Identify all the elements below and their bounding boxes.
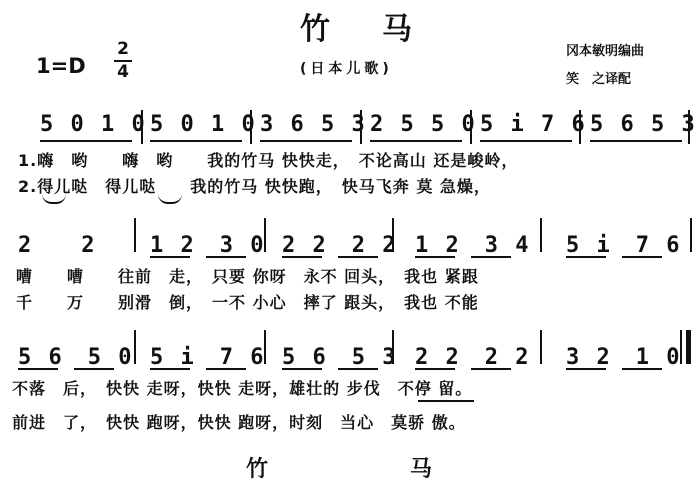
barline — [134, 218, 136, 252]
note-underline — [370, 140, 462, 142]
lyrics-verse-2: 千 万 别滑 倒， 一不 小心 摔了 跟头， 我也 不能 — [16, 293, 479, 312]
note-underline — [622, 368, 662, 370]
note-underline — [40, 140, 132, 142]
lyrics-verse-1: 嘈 嘈 往前 走， 只要 你呀 永不 回头， 我也 紧跟 — [16, 267, 479, 286]
note-underline — [415, 368, 455, 370]
note-underline — [282, 256, 322, 258]
note-underline — [590, 140, 682, 142]
measure-notes: 2 2 — [18, 233, 97, 258]
lyrics-verse-2: 前进 了， 快快 跑呀，快快 跑呀，时刻 当心 莫骄 傲。 — [12, 413, 466, 432]
time-signature-bottom: 4 — [117, 62, 129, 82]
barline — [690, 218, 692, 252]
song-subtitle: (日本儿歌) — [300, 61, 393, 77]
note-underline — [206, 256, 246, 258]
slur — [42, 194, 66, 204]
next-page-title-cutoff: 竹 马 — [246, 457, 493, 482]
note-underline — [471, 368, 511, 370]
lyric-underline — [418, 400, 474, 402]
note-underline — [471, 256, 511, 258]
measure-notes: 5 0 1 0 — [40, 112, 147, 137]
lyrics-verse-1: 不落 后， 快快 走呀，快快 走呀，雄壮的 步伐 不停 留。 — [12, 379, 473, 398]
note-underline — [150, 256, 190, 258]
time-signature-top: 2 — [117, 39, 129, 59]
barline — [134, 330, 136, 364]
measure-notes: 5 i 7 6 — [480, 112, 587, 137]
note-underline — [150, 140, 242, 142]
final-barline-thick — [686, 330, 691, 364]
time-signature — [114, 40, 132, 82]
barline — [540, 218, 542, 252]
note-underline — [74, 368, 114, 370]
translator-credit: 笑 之译配 — [566, 72, 632, 87]
measure-notes: 2 2 2 2 — [282, 233, 398, 258]
note-underline — [566, 256, 606, 258]
measure-notes: 5 6 5 3 — [282, 345, 398, 370]
note-underline — [338, 368, 378, 370]
note-underline — [415, 256, 455, 258]
lyrics-verse-2: 2.得儿哒 得儿哒 我的竹马 快快跑， 快马飞奔 莫 急燥， — [18, 177, 491, 196]
note-underline — [260, 140, 352, 142]
measure-notes: 5 6 5 0 — [18, 345, 134, 370]
note-underline — [338, 256, 378, 258]
song-title: 竹马 — [300, 12, 464, 47]
measure-notes: 5 6 5 3 — [590, 112, 697, 137]
barline — [540, 330, 542, 364]
note-underline — [18, 368, 58, 370]
note-underline — [566, 368, 606, 370]
measure-notes: 3 6 5 3 — [260, 112, 367, 137]
note-underline — [150, 368, 190, 370]
measure-notes: 2 5 5 0 — [370, 112, 477, 137]
composer-credit: 冈本敏明编曲 — [566, 44, 645, 59]
lyrics-verse-1: 1.嗨 哟 嗨 哟 我的竹马 快快走， 不论高山 还是峻岭， — [18, 151, 519, 170]
key-signature: 1=D — [36, 54, 86, 78]
measure-notes: 1 2 3 0 — [150, 233, 266, 258]
note-underline — [622, 256, 662, 258]
measure-notes: 5 0 1 0 — [150, 112, 257, 137]
measure-notes: 1 2 3 4 — [415, 233, 531, 258]
measure-notes: 3 2 1 0 — [566, 345, 682, 370]
note-underline — [480, 140, 572, 142]
note-underline — [206, 368, 246, 370]
note-underline — [282, 368, 322, 370]
measure-notes: 5 i 7 6 — [150, 345, 266, 370]
measure-notes: 2 2 2 2 — [415, 345, 531, 370]
measure-notes: 5 i 7 6 — [566, 233, 682, 258]
slur — [158, 194, 182, 204]
